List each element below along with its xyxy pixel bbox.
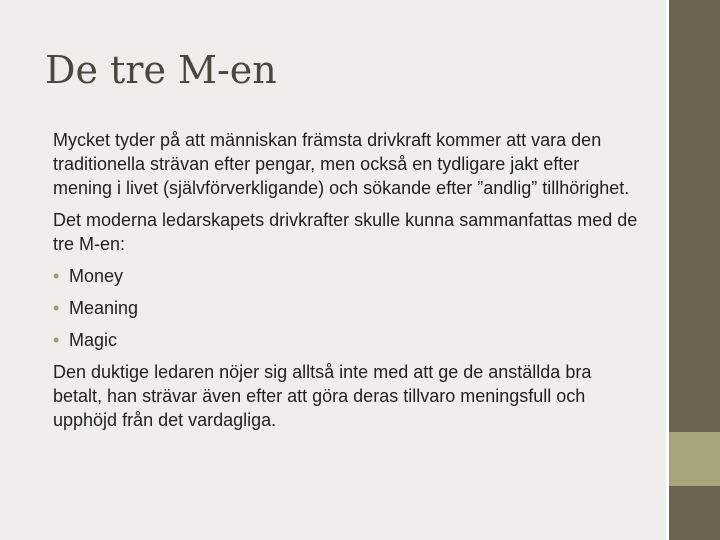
slide-title: De tre M-en bbox=[45, 48, 277, 92]
sidebar-accent-block bbox=[669, 432, 720, 486]
bullet-label: Magic bbox=[69, 330, 118, 350]
bullet-label: Money bbox=[69, 266, 124, 286]
bullet-item-meaning bbox=[53, 296, 643, 320]
paragraph-intro: Mycket tyder på att människan främsta drivkraft kommer att vara den traditionella strävan efter pengar, men också en tydligare jakt efter mening i livet (självförverkligande) och sökande efter ”andlig” tillhörighet. bbox=[53, 130, 630, 198]
bullet-label: Meaning bbox=[69, 298, 139, 318]
bullet-icon: • bbox=[53, 330, 60, 350]
bullet-item-magic bbox=[53, 328, 643, 352]
slide-body bbox=[53, 128, 643, 440]
bullet-icon: • bbox=[53, 298, 60, 318]
paragraph-summary: Det moderna ledarskapets drivkrafter skulle kunna sammanfattas med de tre M-en: bbox=[53, 210, 638, 254]
bullet-item-money bbox=[53, 264, 643, 288]
paragraph-closing: Den duktige ledaren nöjer sig alltså inte med att ge de anställda bra betalt, han strävar även efter att göra deras tillvaro meningsfull och upphöjd från det vardagliga. bbox=[53, 362, 592, 430]
bullet-icon: • bbox=[53, 266, 60, 286]
